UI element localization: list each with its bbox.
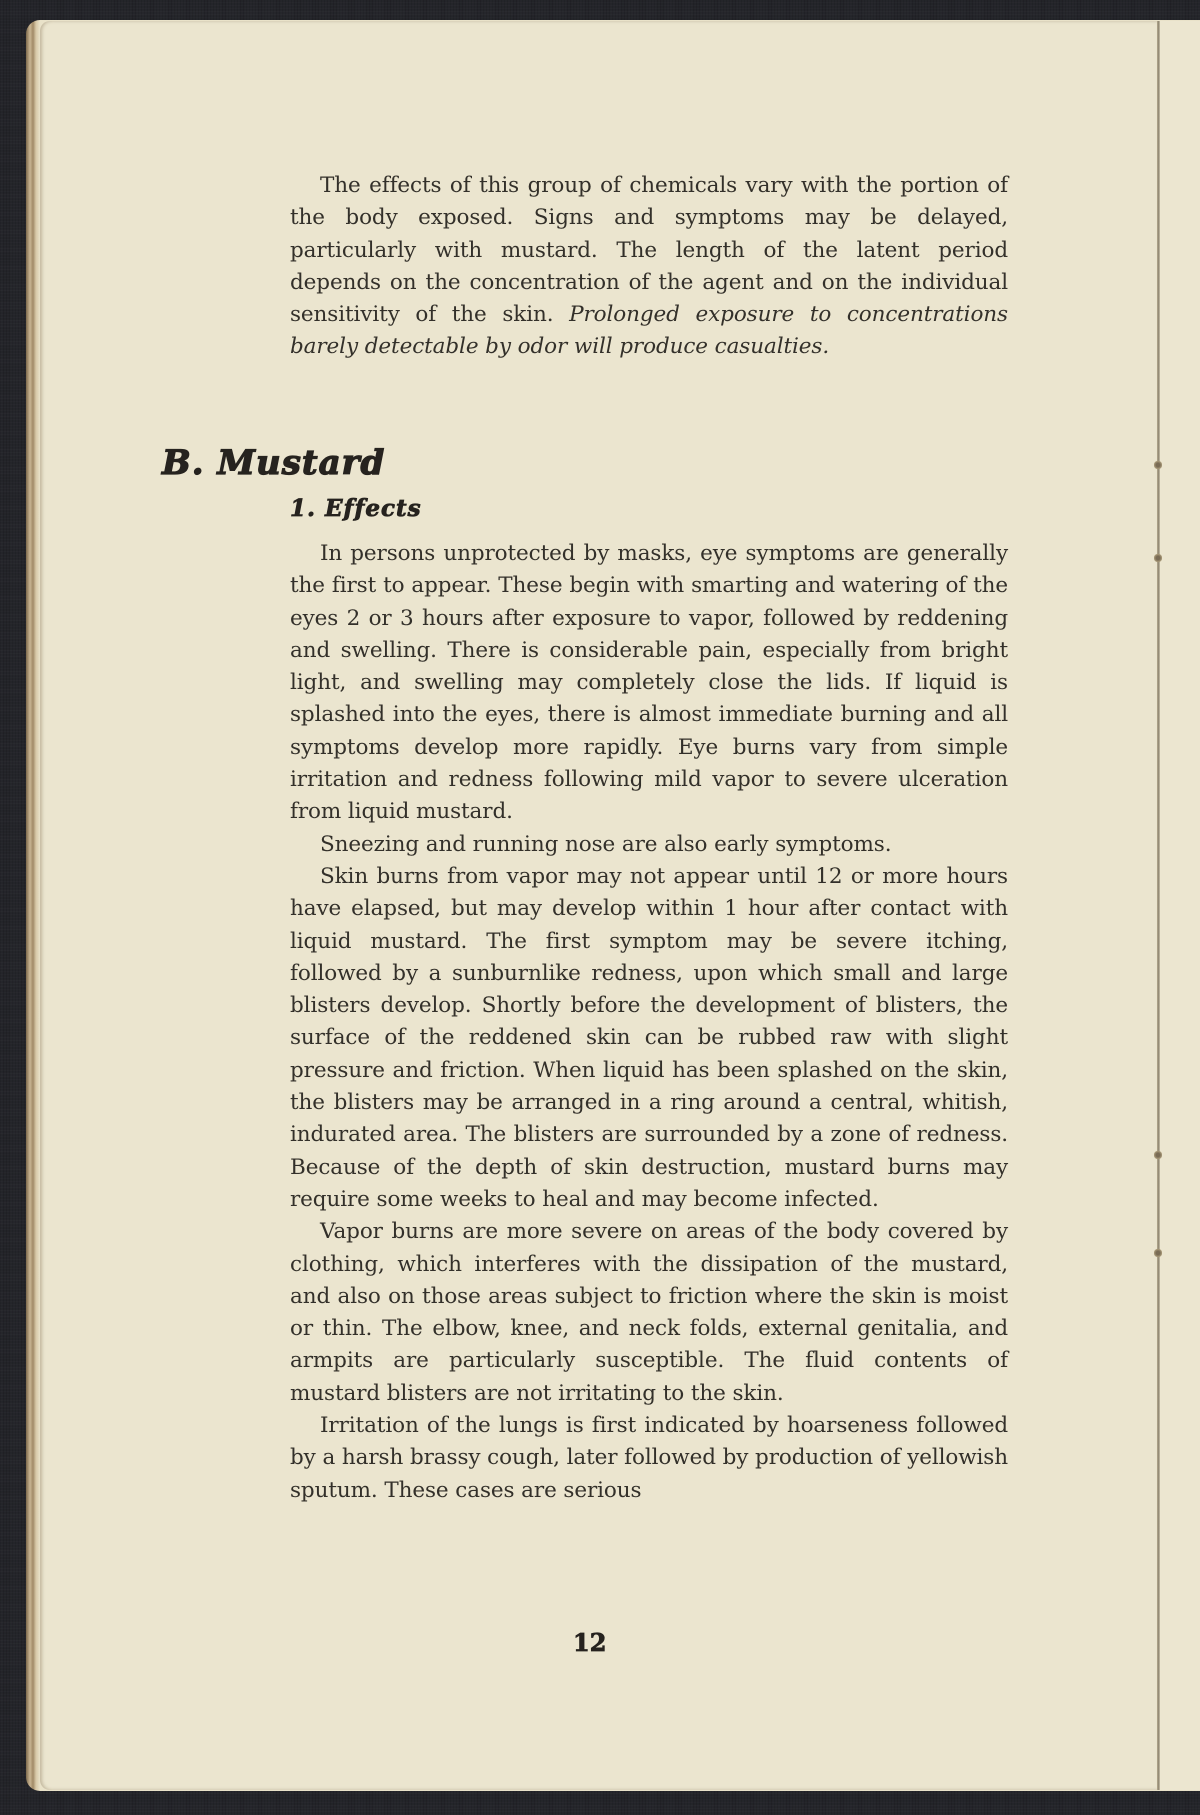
staple-icon <box>1154 1150 1162 1160</box>
paragraph-skin-burns: Skin burns from vapor may not appear until 12 or more hours have elapsed, but may develop within 1 hour after contact with liquid mustard. The first symptom may be severe itching, followed by a sunburnlike redness, upon which small and large blisters develop. Shortly before the development of blisters, the surface of the reddened skin can be rubbed raw with slight pressure and friction. When liquid has been splashed on the skin, the blisters may be arranged in a ring around a central, whitish, indurated area. The blisters are surrounded by a zone of redness. Because of the depth of skin destruction, mustard burns may require some weeks to heal and may become infected. <box>290 863 1008 1212</box>
staple-icon <box>1154 460 1162 470</box>
paragraph-vapor-burns: Vapor burns are more severe on areas of the body covered by clothing, which interferes with the dissipation of the mustard, and also on those areas subject to friction where the skin is moist or thin. The elbow, knee, and neck folds, external genitalia, and armpits are particularly susceptible. The fluid contents of mustard blisters are not irritating to the skin. <box>290 1219 1008 1406</box>
adjacent-page <box>1160 21 1200 1790</box>
intro-emphasis: Prolonged exposure to concentrations barely detectable by odor will produce casualties. <box>290 302 1008 360</box>
intro-paragraph <box>290 170 1008 364</box>
page-number: 12 <box>573 1628 607 1657</box>
body-text <box>290 538 1008 1507</box>
staple-icon <box>1154 1248 1162 1258</box>
section-heading: B. Mustard <box>162 443 386 483</box>
paragraph-eye-symptoms: In persons unprotected by masks, eye symptoms are generally the first to appear. These begin with smarting and watering of the eyes 2 or 3 hours after exposure to vapor, followed by reddening and swelling. There is considerable pain, especially from bright light, and swelling may completely close the lids. If liquid is splashed into the eyes, there is almost immediate burning and all symptoms develop more rapidly. Eye burns vary from simple irritation and redness following mild vapor to severe ulceration from liquid mustard. <box>290 541 1008 825</box>
paragraph-sneezing: Sneezing and running nose are also early symptoms. <box>320 831 892 857</box>
staple-icon <box>1154 553 1162 563</box>
subsection-heading: 1. Effects <box>290 495 422 522</box>
intro-text: The effects of this group of chemicals vary with the portion of the body exposed. Signs and symptoms may be delayed, particularly with mustard. The length of the latent period depends on the concentration of the agent and on the individual sensitivity of the skin. <box>290 173 1008 328</box>
page-fold-line <box>1157 21 1160 1790</box>
paragraph-lung-irritation: Irritation of the lungs is first indicated by hoarseness followed by a harsh brassy cough, later followed by production of yellowish sputum. These cases are serious <box>290 1413 1008 1503</box>
